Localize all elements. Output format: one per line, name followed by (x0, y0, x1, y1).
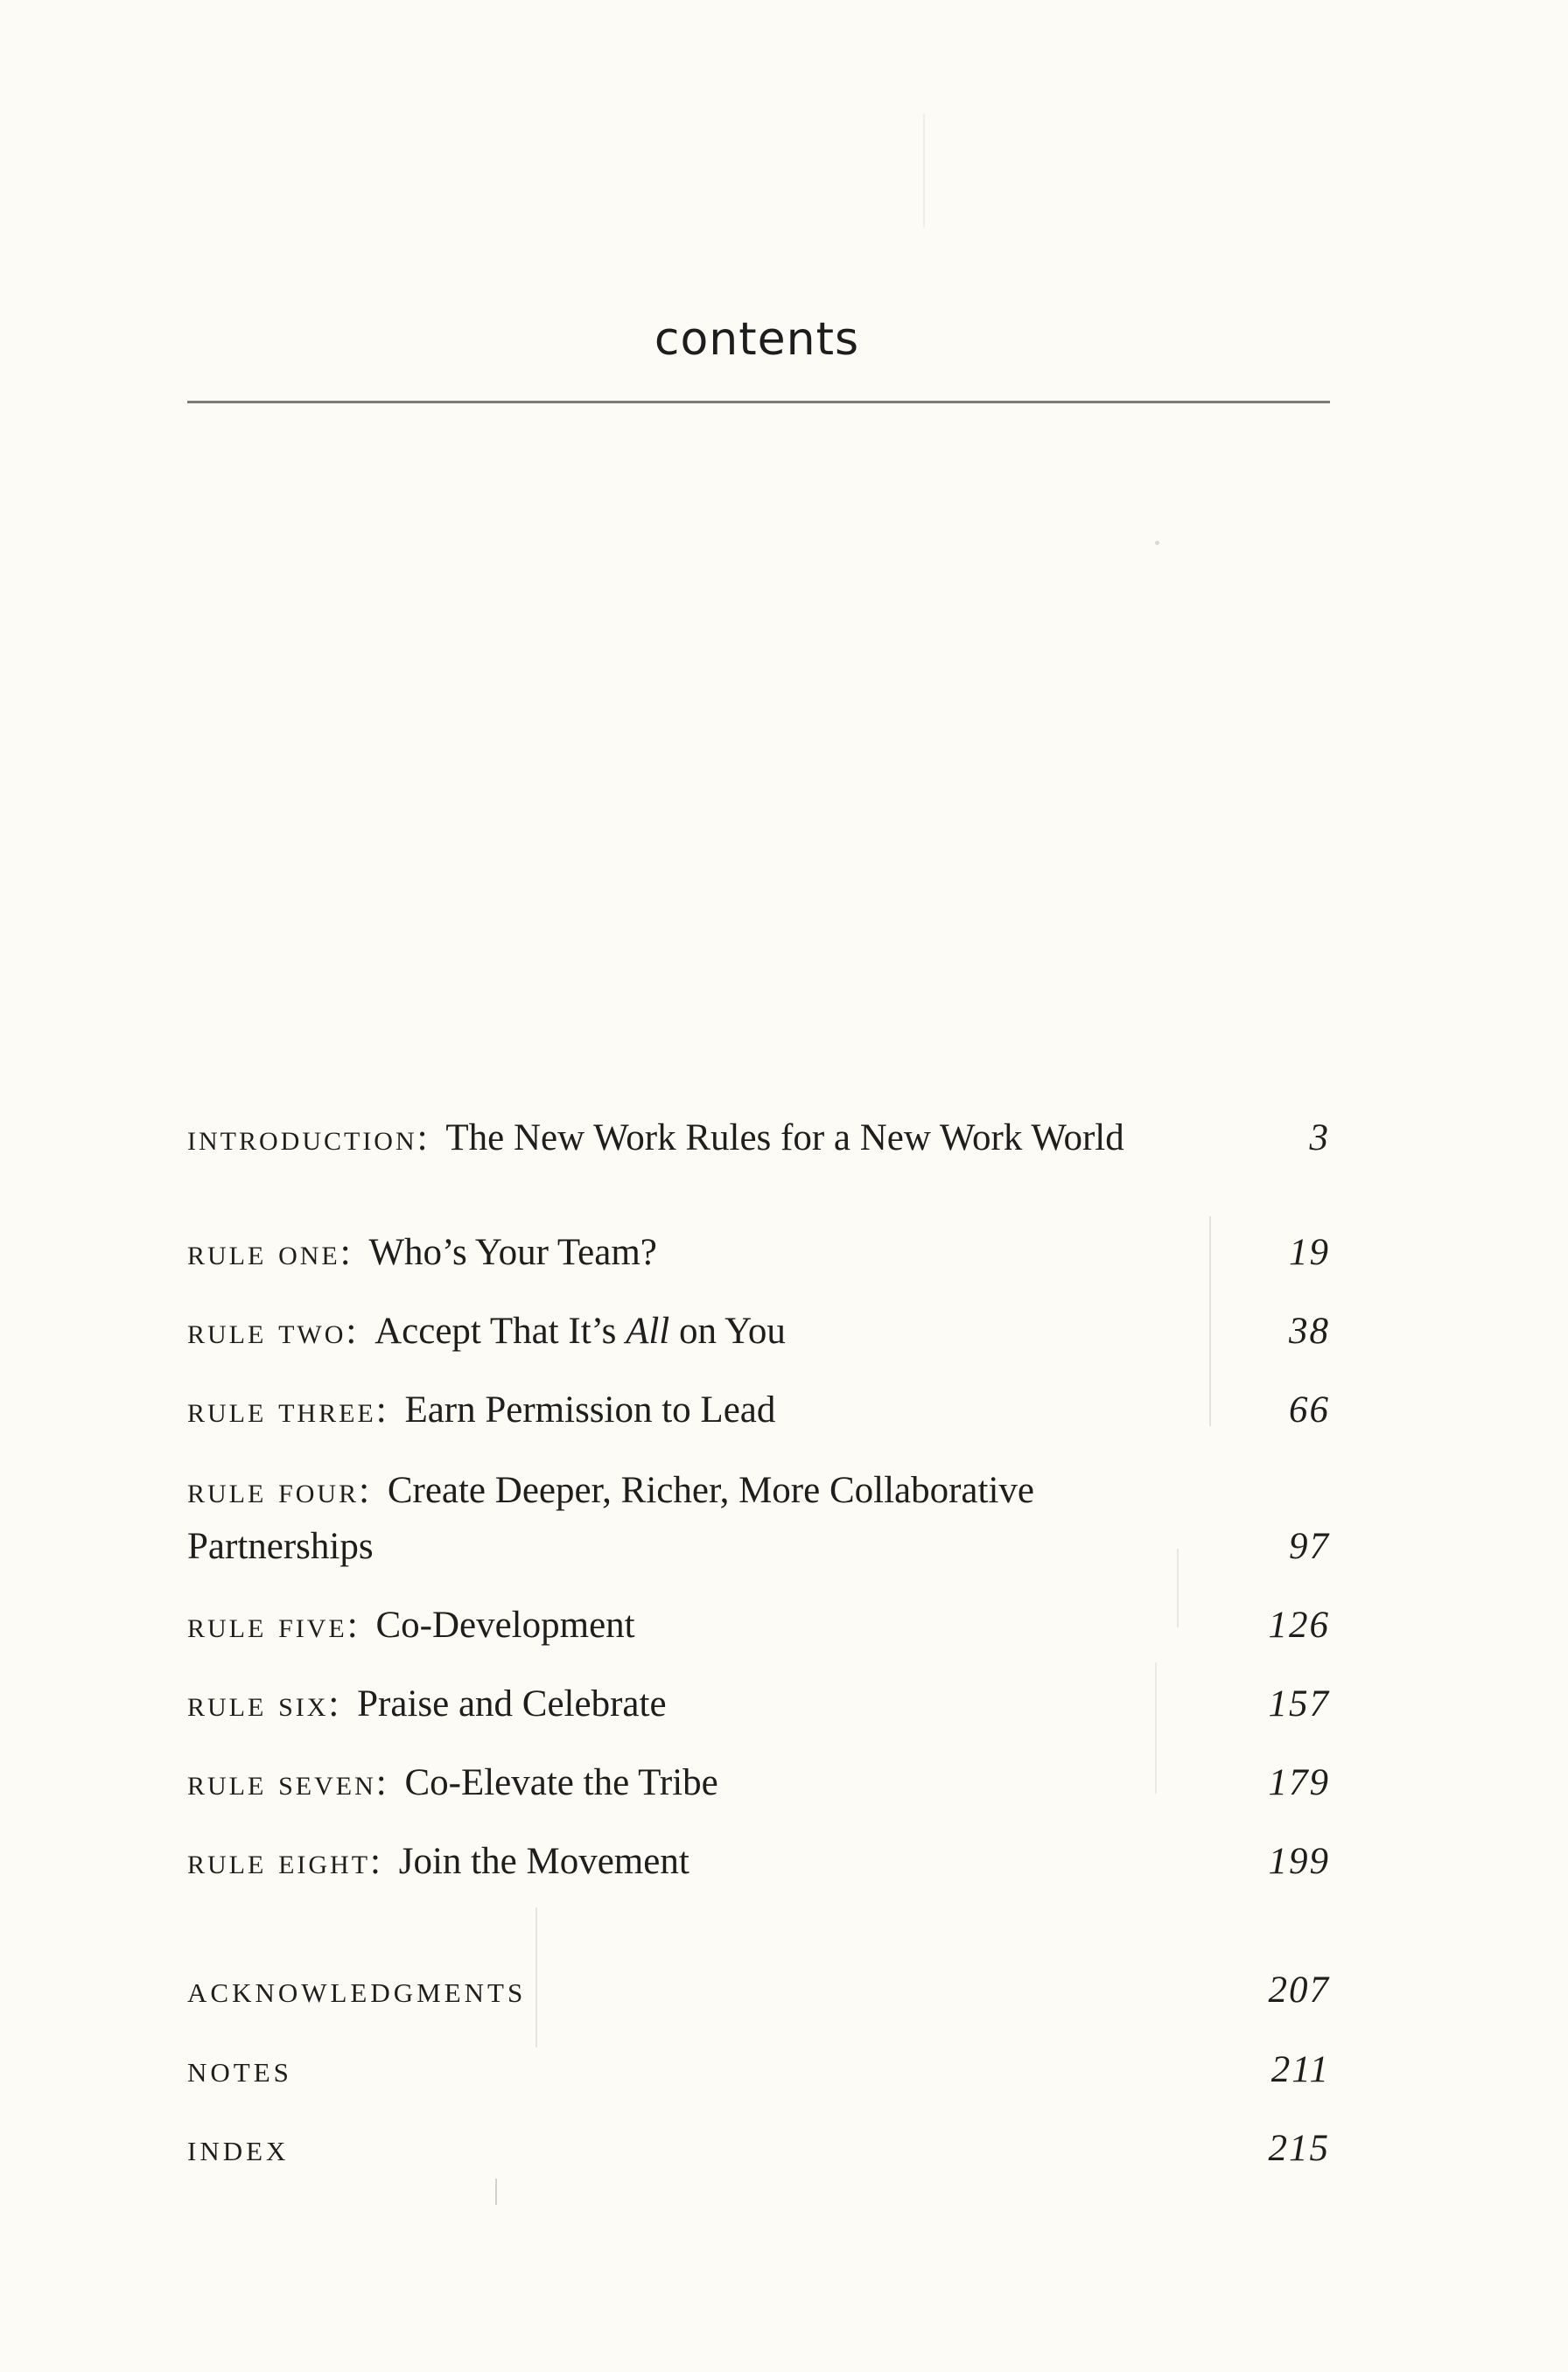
entry-separator: : (328, 1683, 340, 1725)
entry-label: rule three (187, 1389, 376, 1431)
entry-label: ACKNOWLEDGMENTS (187, 1977, 527, 2008)
toc-entry-rule-one[interactable] (187, 1225, 1330, 1281)
scan-mark (1209, 1216, 1211, 1426)
entry-page-number: 126 (1268, 1605, 1330, 1646)
entry-label: INDEX (187, 2136, 290, 2166)
entry-page-number: 199 (1268, 1841, 1330, 1882)
scan-mark (1177, 1549, 1179, 1627)
entry-page-number: 157 (1268, 1683, 1330, 1725)
entry-title: Praise and Celebrate (357, 1683, 667, 1725)
toc-entry-notes[interactable] (187, 2042, 1330, 2101)
entry-label: NOTES (187, 2057, 292, 2088)
entry-page-number: 211 (1270, 2049, 1330, 2090)
entry-label: rule six (187, 1683, 329, 1725)
entry-page-number: 3 (1309, 1117, 1330, 1158)
entry-page-number: 179 (1268, 1762, 1330, 1803)
entry-separator: : (359, 1470, 370, 1511)
toc-entry-rule-five[interactable] (187, 1598, 1330, 1654)
entry-page-number: 215 (1268, 2128, 1330, 2169)
toc-entry-rule-six[interactable] (187, 1676, 1330, 1732)
entry-title: The New Work Rules for a New Work World (445, 1117, 1124, 1158)
entry-separator: : (340, 1232, 351, 1273)
scan-mark (495, 2179, 497, 2205)
entry-title (374, 1311, 786, 1352)
scan-mark (536, 1907, 537, 2047)
entry-separator: : (370, 1841, 381, 1882)
entry-label: rule five (187, 1605, 347, 1646)
toc-entry-introduction[interactable] (187, 1110, 1330, 1166)
page-title: contents (654, 313, 860, 366)
entry-title-line2: Partnerships (187, 1526, 374, 1567)
entry-title: Who’s Your Team? (368, 1232, 657, 1273)
toc-entry-rule-four[interactable] (187, 1463, 1330, 1575)
entry-title-part: Accept That It’s (374, 1311, 626, 1352)
scan-mark (923, 114, 925, 227)
entry-label: introduction (187, 1117, 417, 1158)
entry-page-number: 207 (1268, 1970, 1330, 2011)
entry-title-emphasis: All (626, 1311, 670, 1352)
entry-title: Join the Movement (398, 1841, 690, 1882)
entry-label: rule seven (187, 1762, 376, 1803)
entry-label: rule two (187, 1311, 346, 1352)
toc-entry-index[interactable] (187, 2121, 1330, 2180)
toc-entry-rule-two[interactable] (187, 1304, 1330, 1360)
toc-entry-rule-three[interactable] (187, 1382, 1330, 1438)
entry-title: Create Deeper, Richer, More Collaborative (387, 1470, 1035, 1511)
entry-title-part: on You (669, 1311, 786, 1352)
entry-separator: : (375, 1389, 387, 1431)
toc-entry-acknowledgments[interactable] (187, 1963, 1330, 2021)
entry-title: Earn Permission to Lead (404, 1389, 776, 1431)
scan-mark (1155, 1662, 1157, 1794)
entry-label: rule one (187, 1232, 340, 1273)
entry-label: rule four (187, 1470, 360, 1511)
entry-separator: : (346, 1605, 358, 1646)
entry-separator: : (416, 1117, 428, 1158)
entry-page-number: 97 (1289, 1526, 1330, 1567)
entry-page-number: 19 (1289, 1232, 1330, 1273)
entry-page-number: 66 (1289, 1389, 1330, 1431)
entry-title: Co-Development (375, 1605, 635, 1646)
entry-title: Co-Elevate the Tribe (404, 1762, 718, 1803)
entry-separator: : (375, 1762, 387, 1803)
entry-separator: : (346, 1311, 357, 1352)
entry-label: rule eight (187, 1841, 371, 1882)
toc-entry-rule-seven[interactable] (187, 1755, 1330, 1811)
entry-page-number: 38 (1289, 1311, 1330, 1352)
toc-entry-rule-eight[interactable] (187, 1834, 1330, 1890)
title-divider (187, 401, 1330, 403)
scan-speck (1155, 541, 1159, 545)
